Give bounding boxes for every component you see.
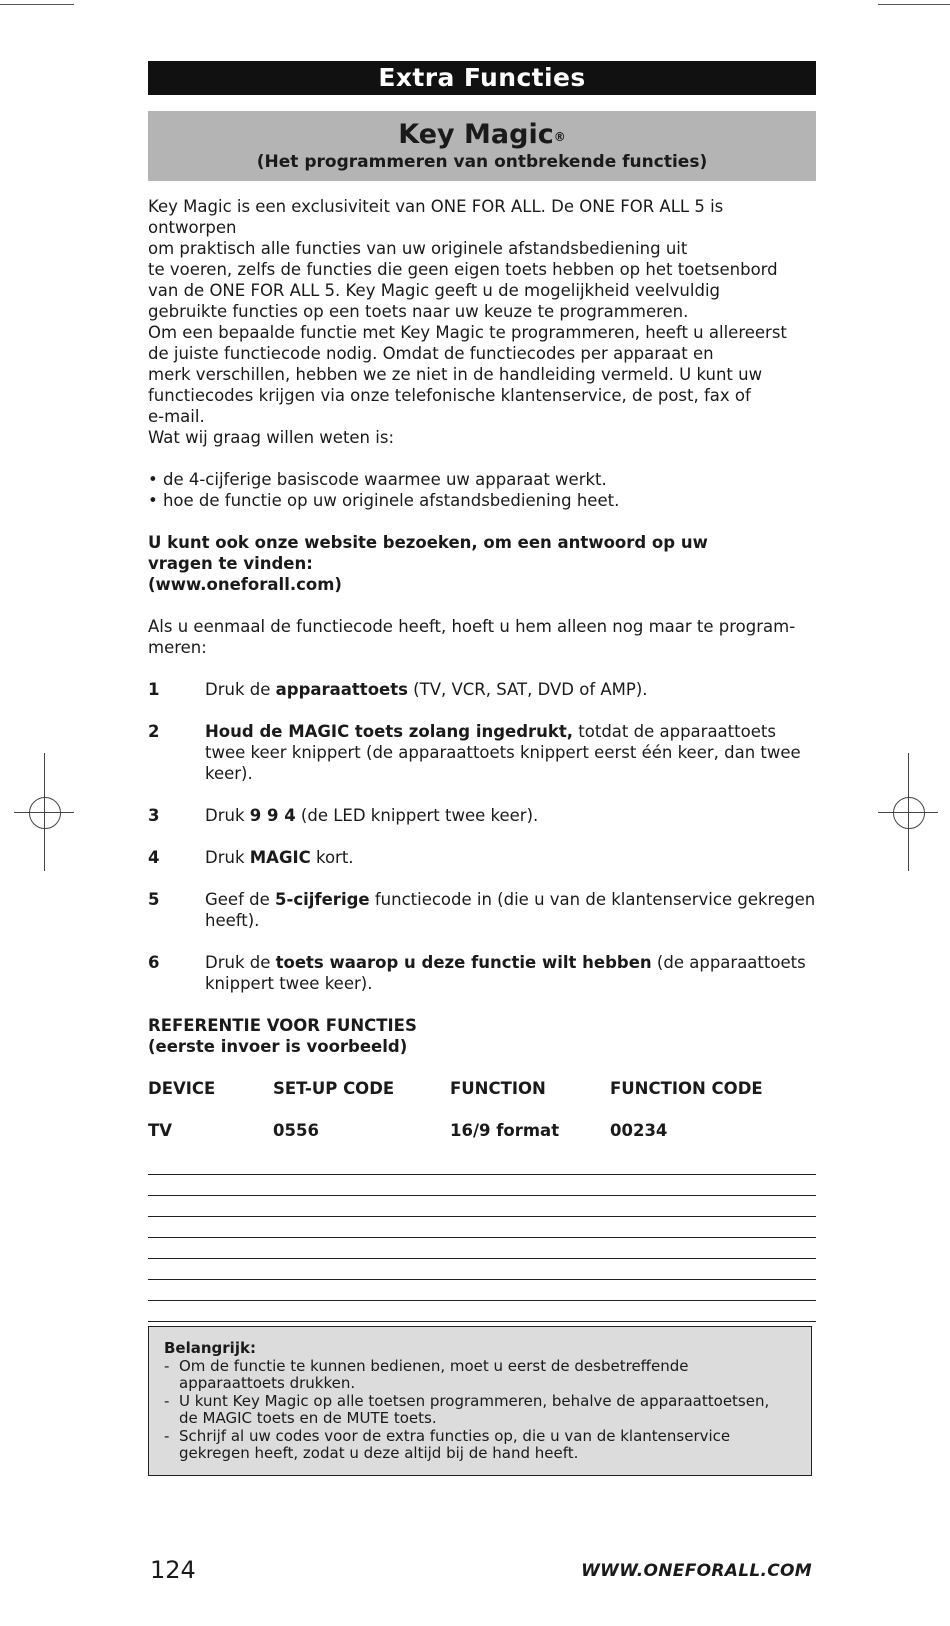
step-number: 2	[148, 722, 160, 741]
website-note-line: U kunt ook onze website bezoeken, om een antwoord op uw	[148, 533, 708, 552]
note-dash: -	[164, 1426, 170, 1445]
write-in-line	[148, 1280, 816, 1301]
intro-line: Key Magic is een exclusiviteit van ONE FOR ALL. De ONE FOR ALL 5 is ontworpen	[148, 197, 724, 237]
key-magic-title	[148, 111, 816, 151]
write-in-line	[148, 1196, 816, 1217]
intro-line: om praktisch alle functies van uw originele afstandsbediening uit	[148, 239, 688, 258]
footer-website: WWW.ONEFORALL.COM	[581, 1561, 812, 1581]
program-intro-line: meren:	[148, 638, 207, 657]
website-note-url: (www.oneforall.com)	[148, 575, 342, 594]
intro-line: e-mail.	[148, 407, 205, 426]
note-line: Om de functie te kunnen bedienen, moet u eerst de desbetreffende	[179, 1356, 689, 1375]
bullet-item: • hoe de functie op uw originele afstandsbediening heet.	[148, 491, 620, 510]
intro-line: Om een bepaalde functie met Key Magic te programmeren, heeft u allereerst	[148, 323, 787, 342]
intro-text	[148, 196, 816, 1322]
reference-title	[148, 1015, 816, 1057]
note-dash: -	[164, 1391, 170, 1410]
write-in-line	[148, 1238, 816, 1259]
step-text-pre: Druk	[205, 806, 250, 825]
intro-line: de juiste functiecode nodig. Omdat de functiecodes per apparaat en	[148, 344, 714, 363]
intro-line: functiecodes krijgen via onze telefonische klantenservice, de post, fax of	[148, 386, 751, 405]
note-item	[164, 1358, 797, 1393]
step-number: 4	[148, 848, 160, 867]
intro-line: gebruikte functies op een toets naar uw keuze te programmeren.	[148, 302, 689, 321]
step-text-post: functiecode in (die u van de klantenservice gekregen heeft).	[205, 890, 816, 930]
step-3	[148, 805, 816, 826]
note-dash: -	[164, 1356, 170, 1375]
example-setup-code: 0556	[273, 1121, 319, 1140]
step-text-bold: toets waarop u deze functie wilt hebben	[275, 953, 652, 972]
step-6	[148, 952, 816, 994]
intro-line: Wat wij graag willen weten is:	[148, 428, 395, 447]
column-header-function-code: FUNCTION CODE	[610, 1079, 763, 1098]
step-text-pre: Druk de	[205, 953, 276, 972]
crop-mark-top-left	[0, 4, 74, 5]
note-line: gekregen heeft, zodat u deze altijd bij de hand heeft.	[179, 1444, 579, 1462]
write-in-line	[148, 1175, 816, 1196]
section-title: Extra Functies	[148, 61, 816, 95]
step-text-post: totdat de apparaattoets twee keer knippert (de apparaattoets knippert eerst één keer, dan twee keer).	[205, 722, 801, 783]
note-title: Belangrijk:	[164, 1339, 256, 1357]
column-header-device: DEVICE	[148, 1079, 216, 1098]
step-text-pre: Druk	[205, 848, 250, 867]
crop-mark-top-right	[878, 4, 950, 5]
note-line: apparaattoets drukken.	[179, 1374, 356, 1392]
step-text-post: (de apparaattoets knippert twee keer).	[205, 953, 806, 993]
note-line: U kunt Key Magic op alle toetsen programmeren, behalve de apparaattoetsen,	[179, 1391, 770, 1410]
step-text-post: (de LED knippert twee keer).	[295, 806, 539, 825]
page-number: 124	[150, 1556, 196, 1584]
important-note-box	[148, 1326, 812, 1476]
bullet-item: • de 4-cijferige basiscode waarmee uw apparaat werkt.	[148, 470, 607, 489]
page-content	[148, 61, 816, 1322]
step-1	[148, 679, 816, 700]
step-text-bold: 9 9 4	[249, 806, 296, 825]
reference-title-line: REFERENTIE VOOR FUNCTIES	[148, 1016, 417, 1035]
intro-line: te voeren, zelfs de functies die geen eigen toets hebben op het toetsenbord	[148, 260, 778, 279]
write-in-line	[148, 1154, 816, 1175]
step-number: 5	[148, 890, 160, 909]
note-line: de MAGIC toets en de MUTE toets.	[179, 1409, 437, 1427]
registered-mark: ®	[553, 130, 566, 144]
example-function: 16/9 format	[450, 1121, 560, 1140]
website-note-line: vragen te vinden:	[148, 554, 313, 573]
step-number: 1	[148, 680, 160, 699]
intro-line: merk verschillen, hebben we ze niet in de handleiding vermeld. U kunt uw	[148, 365, 763, 384]
intro-line: van de ONE FOR ALL 5. Key Magic geeft u de mogelijkheid veelvuldig	[148, 281, 721, 300]
step-number: 6	[148, 953, 160, 972]
write-in-lines	[148, 1154, 816, 1322]
key-magic-subtitle: (Het programmeren van ontbrekende functies)	[256, 152, 708, 172]
key-magic-title-text: Key Magic	[398, 119, 554, 150]
key-magic-header	[148, 111, 816, 181]
reference-table	[148, 1078, 816, 1141]
column-header-setup-code: SET-UP CODE	[273, 1079, 395, 1098]
example-function-code: 00234	[610, 1121, 668, 1140]
step-text-bold: Houd de MAGIC toets zolang ingedrukt,	[205, 722, 574, 741]
step-2	[148, 721, 816, 784]
step-4	[148, 847, 816, 868]
write-in-line	[148, 1217, 816, 1238]
note-item	[164, 1393, 797, 1428]
step-number: 3	[148, 806, 160, 825]
write-in-line	[148, 1259, 816, 1280]
step-text-bold: MAGIC	[249, 848, 311, 867]
step-text-bold: 5-cijferige	[275, 890, 370, 909]
write-in-line	[148, 1301, 816, 1322]
step-text-pre: Druk de	[205, 680, 276, 699]
reference-subtitle-line: (eerste invoer is voorbeeld)	[148, 1037, 408, 1056]
note-line: Schrijf al uw codes voor de extra functies op, die u van de klantenservice	[179, 1426, 731, 1445]
example-device: TV	[148, 1121, 173, 1140]
column-header-function: FUNCTION	[450, 1079, 546, 1098]
step-text-pre: Geef de	[205, 890, 276, 909]
program-intro-line: Als u eenmaal de functiecode heeft, hoeft u hem alleen nog maar te program-	[148, 617, 796, 636]
step-5	[148, 889, 816, 931]
step-text-post: kort.	[310, 848, 354, 867]
step-text-bold: apparaattoets	[275, 680, 408, 699]
programming-steps	[148, 679, 816, 994]
step-text-post: (TV, VCR, SAT, DVD of AMP).	[407, 680, 648, 699]
note-item	[164, 1428, 797, 1463]
